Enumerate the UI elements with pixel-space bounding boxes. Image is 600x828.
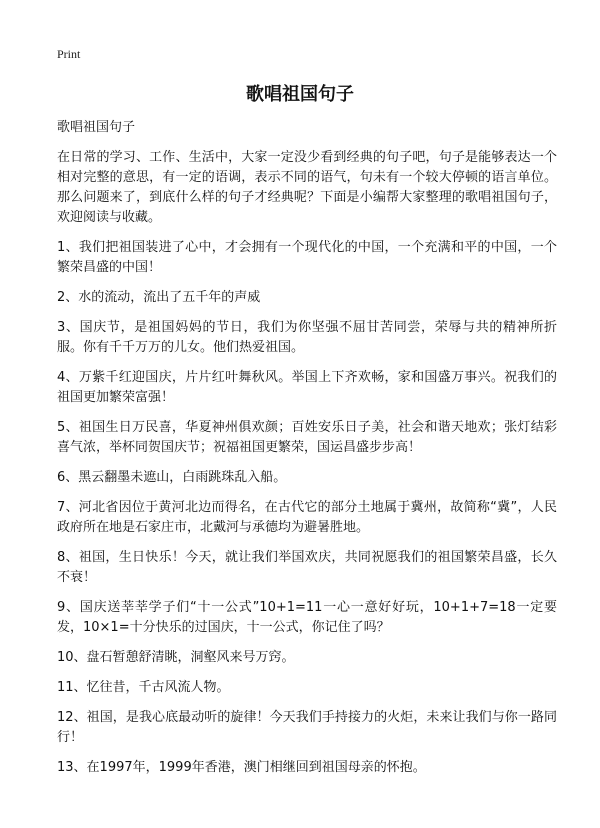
document-subheading: 歌唱祖国句子 <box>57 120 136 135</box>
document-title: 歌唱祖国句子 <box>246 84 354 105</box>
print-label: Print <box>57 47 81 61</box>
sentence-item-3: 3、国庆节，是祖国妈妈的节日，我们为你坚强不屈甘苦同尝，荣辱与共的精神所折服。你有千千万万的儿女。他们热爱祖国。 <box>57 320 557 355</box>
sentence-item-13: 13、在1997年，1999年香港，澳门相继回到祖国母亲的怀抱。 <box>57 760 426 775</box>
sentence-item-5: 5、祖国生日万民喜，华夏神州俱欢颜；百姓安乐日子美，社会和谐天地欢；张灯结彩喜气浓，举杯同贺国庆节；祝福祖国更繁荣，国运昌盛步步高！ <box>57 420 557 455</box>
sentence-item-7: 7、河北省因位于黄河北边而得名，在古代它的部分土地属于冀州，故简称“冀”，人民政府所在地是石家庄市，北戴河与承德均为避暑胜地。 <box>57 500 557 535</box>
sentence-item-9: 9、国庆送莘莘学子们“十一公式”10+1=11一心一意好好玩，10+1+7=18一定要发，10×1=十分快乐的过国庆，十一公式，你记住了吗？ <box>57 600 557 635</box>
sentence-item-11: 11、忆往昔，千古风流人物。 <box>57 680 230 695</box>
sentence-item-6: 6、黑云翻墨未遮山，白雨跳珠乱入船。 <box>57 470 287 485</box>
sentence-item-8: 8、祖国，生日快乐！今天，就让我们举国欢庆，共同祝愿我们的祖国繁荣昌盛，长久不衰！ <box>57 550 557 585</box>
intro-paragraph: 在日常的学习、工作、生活中，大家一定没少看到经典的句子吧，句子是能够表达一个相对完整的意思，有一定的语调，表示不同的语气，句未有一个较大停顿的语言单位。那么问题来了，到底什么样的句子才经典呢？下面是小编帮大家整理的歌唱祖国句子，欢迎阅读与收藏。 <box>57 150 557 225</box>
sentence-item-1: 1、我们把祖国装进了心中，才会拥有一个现代化的中国，一个充满和平的中国，一个繁荣昌盛的中国！ <box>57 240 557 275</box>
sentence-item-12: 12、祖国，是我心底最动听的旋律！今天我们手持接力的火炬，未来让我们与你一路同行！ <box>57 710 557 745</box>
sentence-item-4: 4、万紫千红迎国庆，片片红叶舞秋风。举国上下齐欢畅，家和国盛万事兴。祝我们的祖国更加繁荣富强！ <box>57 370 557 405</box>
document-body <box>57 118 557 788</box>
sentence-item-10: 10、盘石暂憩舒清眺，洞壑风来号万窍。 <box>57 650 295 665</box>
sentence-item-2: 2、水的流动，流出了五千年的声威 <box>57 290 261 305</box>
